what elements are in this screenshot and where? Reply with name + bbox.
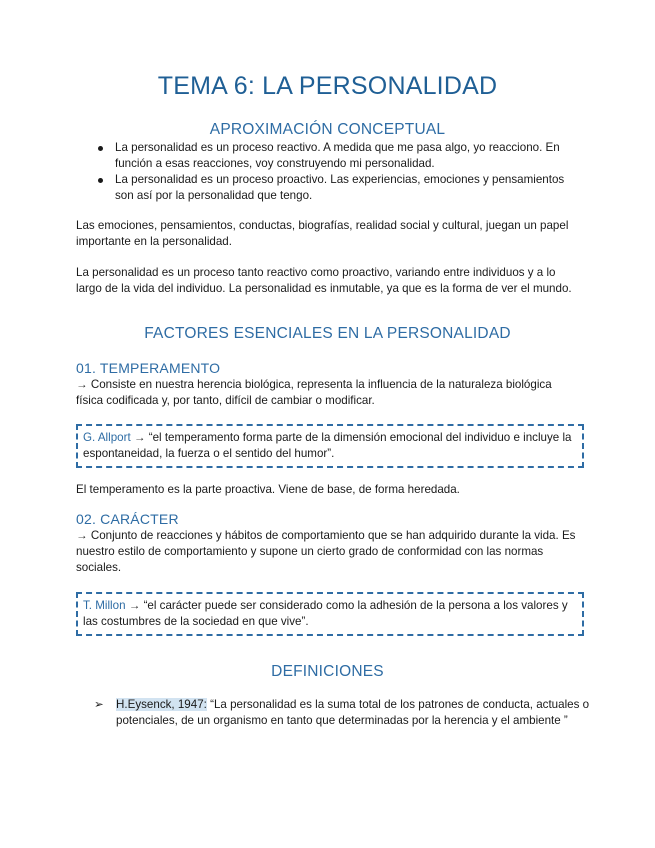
paragraph-reactivo-proactivo: La personalidad es un proceso tanto reactivo como proactivo, variando entre individuos y a lo largo de la vida del individuo. La personalidad es inmutable, ya que es la forma de ver el mundo. (76, 266, 572, 295)
definition-source: H.Eysenck, 1947: (116, 698, 207, 711)
concept-bullet-list (0, 140, 600, 204)
quote-text: → “el temperamento forma parte de la dimensión emocional del individuo e incluye la espontaneidad, la fuerza o el sentido del humor”. (83, 431, 572, 460)
section-heading-aproximacion: APROXIMACIÓN CONCEPTUAL (209, 121, 446, 138)
list-item (0, 140, 575, 172)
temperamento-description: → Consiste en nuestra herencia biológica, representa la influencia de la naturaleza biológica física codificada y, por tanto, difícil de cambiar o modificar. (76, 378, 552, 407)
definition-item (94, 697, 596, 729)
quote-box-millon (76, 592, 584, 636)
bullet-text: La personalidad es un proceso reactivo. A medida que me pasa algo, yo reacciono. En función a esas reacciones, voy construyendo mi personalidad. (115, 141, 560, 170)
bullet-text: La personalidad es un proceso proactivo. Las experiencias, emociones y pensamientos son así por la personalidad que tengo. (115, 173, 565, 202)
section-heading-definiciones: DEFINICIONES (271, 663, 384, 680)
quote-author: T. Millon (83, 599, 126, 612)
subheading-temperamento: 01. TEMPERAMENTO (76, 360, 221, 376)
bullet-dot-icon (98, 146, 103, 151)
quote-text: → “el carácter puede ser considerado como la adhesión de la persona a los valores y las costumbres de la sociedad en que vive”. (83, 599, 568, 628)
quote-author: G. Allport (83, 431, 131, 444)
list-item (0, 172, 575, 204)
page-title: TEMA 6: LA PERSONALIDAD (157, 72, 498, 100)
arrowhead-bullet-icon: ➢ (94, 698, 104, 711)
section-heading-factores: FACTORES ESENCIALES EN LA PERSONALIDAD (144, 325, 511, 342)
subheading-caracter: 02. CARÁCTER (76, 511, 179, 527)
temperamento-note: El temperamento es la parte proactiva. Viene de base, de forma heredada. (76, 483, 460, 496)
definition-text: “La personalidad es la suma total de los patrones de conducta, actuales o potenciales, de un organismo en tanto que determinadas por la herencia y el ambiente ” (116, 698, 590, 727)
caracter-description: → Conjunto de reacciones y hábitos de comportamiento que se han adquirido durante la vida. Es nuestro estilo de comportamiento y supone un cierto grado de conformidad con las normas sociales. (76, 529, 576, 574)
quote-box-allport (76, 424, 584, 468)
bullet-dot-icon (98, 178, 103, 183)
paragraph-emociones: Las emociones, pensamientos, conductas, biografías, realidad social y cultural, juegan un papel importante en la personalidad. (76, 219, 569, 248)
